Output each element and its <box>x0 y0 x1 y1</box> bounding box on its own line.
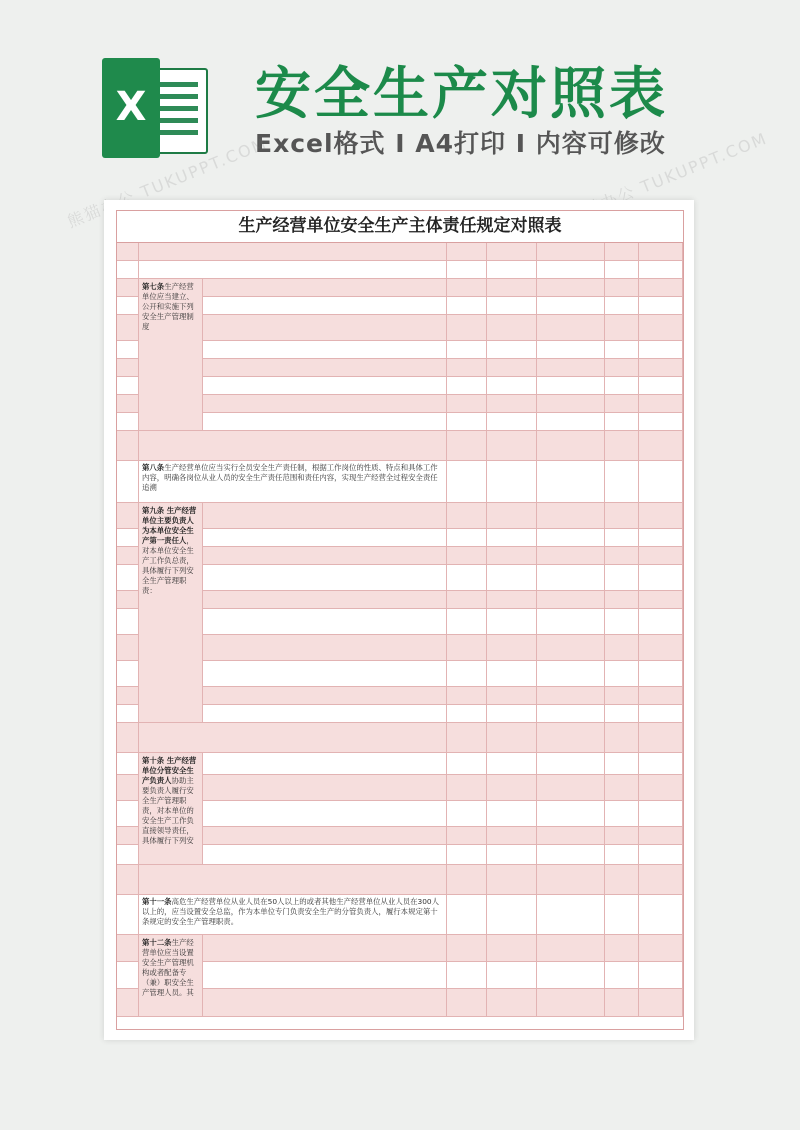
article-number: 第十一条 <box>142 897 172 906</box>
table-cell[interactable] <box>537 261 605 279</box>
table-cell[interactable] <box>537 461 605 503</box>
table-cell[interactable] <box>447 297 487 315</box>
table-cell[interactable] <box>487 845 537 865</box>
clause-cell[interactable] <box>203 609 447 635</box>
table-cell[interactable] <box>447 687 487 705</box>
table-cell[interactable] <box>487 775 537 801</box>
clause-cell[interactable] <box>203 661 447 687</box>
clause-cell[interactable] <box>203 565 447 591</box>
paragraph-cell[interactable] <box>139 865 447 895</box>
table-cell[interactable] <box>487 413 537 431</box>
table-cell[interactable] <box>605 359 639 377</box>
clause-cell[interactable] <box>203 705 447 723</box>
article-text: 高危生产经营单位从业人员在50人以上的或者其他生产经营单位从业人员在300人以上的，应当设置安全总监，作为本单位专门负责安全生产的分管负责人，履行本规定第十条规定的安全生产管理职责。 <box>142 897 439 926</box>
seq-cell[interactable] <box>117 377 139 395</box>
table-cell[interactable] <box>487 687 537 705</box>
table-cell[interactable] <box>537 431 605 461</box>
clause-cell[interactable] <box>203 395 447 413</box>
table-cell[interactable] <box>605 461 639 503</box>
seq-cell[interactable] <box>117 341 139 359</box>
table-cell[interactable] <box>537 377 605 395</box>
table-cell[interactable] <box>447 341 487 359</box>
table-cell[interactable] <box>487 261 537 279</box>
table-cell[interactable] <box>447 775 487 801</box>
seq-cell[interactable] <box>117 279 139 297</box>
table-cell[interactable] <box>605 315 639 341</box>
table-cell[interactable] <box>639 935 683 962</box>
table-cell[interactable] <box>639 775 683 801</box>
column-header[interactable] <box>139 243 447 261</box>
table-cell[interactable] <box>487 753 537 775</box>
table-cell[interactable] <box>487 635 537 661</box>
article-number: 第十条 生产经营单位分管安全生产负责人 <box>142 756 197 785</box>
table-cell[interactable] <box>639 341 683 359</box>
column-header[interactable] <box>117 243 139 261</box>
table-cell[interactable] <box>487 431 537 461</box>
table-cell[interactable] <box>447 377 487 395</box>
table-cell[interactable] <box>447 635 487 661</box>
table-cell[interactable] <box>487 529 537 547</box>
article-cell[interactable] <box>139 753 203 865</box>
table-cell[interactable] <box>537 591 605 609</box>
seq-cell[interactable] <box>117 565 139 591</box>
table-cell[interactable] <box>605 565 639 591</box>
table-cell[interactable] <box>447 989 487 1017</box>
table-cell[interactable] <box>487 395 537 413</box>
table-cell[interactable] <box>639 395 683 413</box>
table-cell[interactable] <box>487 962 537 989</box>
banner-subtitle: Excel格式 I A4打印 I 内容可修改 <box>255 129 666 158</box>
table-cell[interactable] <box>605 661 639 687</box>
article-text: 生产经营单位应当设置安全生产管理机构或者配备专（兼）职安全生产管理人员。其 <box>142 938 194 997</box>
table-cell[interactable] <box>537 865 605 895</box>
table-cell[interactable] <box>447 661 487 687</box>
table-cell[interactable] <box>537 753 605 775</box>
table-cell[interactable] <box>447 827 487 845</box>
table-cell[interactable] <box>487 609 537 635</box>
table-cell[interactable] <box>639 565 683 591</box>
table-cell[interactable] <box>487 359 537 377</box>
table-cell[interactable] <box>605 341 639 359</box>
table-cell[interactable] <box>537 661 605 687</box>
table-cell[interactable] <box>447 503 487 529</box>
table-cell[interactable] <box>487 565 537 591</box>
column-header[interactable] <box>605 243 639 261</box>
table-cell[interactable] <box>537 962 605 989</box>
table-cell[interactable] <box>605 591 639 609</box>
seq-cell[interactable] <box>117 753 139 775</box>
table-cell[interactable] <box>447 962 487 989</box>
table-cell[interactable] <box>487 705 537 723</box>
seq-cell[interactable] <box>117 989 139 1017</box>
paragraph-cell[interactable] <box>139 895 447 935</box>
column-header[interactable] <box>537 243 605 261</box>
table-cell[interactable] <box>537 413 605 431</box>
table-cell[interactable] <box>487 377 537 395</box>
table-cell[interactable] <box>537 845 605 865</box>
paragraph-cell[interactable] <box>139 431 447 461</box>
seq-cell[interactable] <box>117 827 139 845</box>
table-cell[interactable] <box>487 989 537 1017</box>
seq-cell[interactable] <box>117 845 139 865</box>
clause-cell[interactable] <box>203 962 447 989</box>
table-cell[interactable] <box>605 609 639 635</box>
table-cell[interactable] <box>639 413 683 431</box>
table-cell[interactable] <box>639 591 683 609</box>
article-number: 第十二条 <box>142 938 172 947</box>
table-cell[interactable] <box>639 503 683 529</box>
clause-cell[interactable] <box>203 845 447 865</box>
clause-cell[interactable] <box>203 359 447 377</box>
clause-cell[interactable] <box>203 687 447 705</box>
table-cell[interactable] <box>537 359 605 377</box>
table-cell[interactable] <box>487 547 537 565</box>
seq-cell[interactable] <box>117 529 139 547</box>
seq-cell[interactable] <box>117 461 139 503</box>
table-cell[interactable] <box>639 661 683 687</box>
table-cell[interactable] <box>605 413 639 431</box>
table-cell[interactable] <box>639 431 683 461</box>
seq-cell[interactable] <box>117 687 139 705</box>
table-cell[interactable] <box>605 297 639 315</box>
table-cell[interactable] <box>537 989 605 1017</box>
table-cell[interactable] <box>639 635 683 661</box>
table-cell[interactable] <box>605 989 639 1017</box>
table-cell[interactable] <box>447 753 487 775</box>
table-cell[interactable] <box>639 461 683 503</box>
table-cell[interactable] <box>605 279 639 297</box>
article-text: ，对本单位安全生产工作负总责，具体履行下列安全生产管理职责： <box>142 536 194 595</box>
table-cell[interactable] <box>605 529 639 547</box>
seq-cell[interactable] <box>117 705 139 723</box>
clause-cell[interactable] <box>203 827 447 845</box>
article-cell[interactable] <box>139 503 203 723</box>
clause-cell[interactable] <box>203 341 447 359</box>
seq-cell[interactable] <box>117 503 139 529</box>
table-cell[interactable] <box>537 565 605 591</box>
clause-cell[interactable] <box>203 377 447 395</box>
watermark: 熊猫办公 TUKUPPT.COM <box>64 133 271 232</box>
seq-cell[interactable] <box>117 609 139 635</box>
seq-cell[interactable] <box>117 661 139 687</box>
excel-logo-icon: X <box>102 58 208 158</box>
table-cell[interactable] <box>639 723 683 753</box>
table-cell[interactable] <box>605 395 639 413</box>
table-cell[interactable] <box>537 705 605 723</box>
clause-cell[interactable] <box>203 413 447 431</box>
seq-cell[interactable] <box>117 635 139 661</box>
clause-cell[interactable] <box>203 297 447 315</box>
clause-cell[interactable] <box>203 935 447 962</box>
table-cell[interactable] <box>447 705 487 723</box>
table-cell[interactable] <box>447 413 487 431</box>
table-cell[interactable] <box>639 753 683 775</box>
table-cell[interactable] <box>447 723 487 753</box>
table-cell[interactable] <box>537 529 605 547</box>
table-cell[interactable] <box>537 801 605 827</box>
seq-cell[interactable] <box>117 315 139 341</box>
table-cell[interactable] <box>447 591 487 609</box>
table-cell[interactable] <box>639 279 683 297</box>
table-cell[interactable] <box>605 865 639 895</box>
table-cell[interactable] <box>537 827 605 845</box>
table-cell[interactable] <box>639 827 683 845</box>
table-cell[interactable] <box>639 865 683 895</box>
table-cell[interactable] <box>447 865 487 895</box>
table-cell[interactable] <box>487 661 537 687</box>
article-cell[interactable] <box>139 279 203 431</box>
table-cell[interactable] <box>605 845 639 865</box>
chapter-heading[interactable] <box>139 261 447 279</box>
table-cell[interactable] <box>605 261 639 279</box>
seq-cell[interactable] <box>117 261 139 279</box>
table-cell[interactable] <box>537 547 605 565</box>
paragraph-cell[interactable] <box>139 461 447 503</box>
seq-cell[interactable] <box>117 935 139 962</box>
clause-cell[interactable] <box>203 775 447 801</box>
article-text: 生产经营单位应当实行全员安全生产责任制，根据工作岗位的性质、特点和具体工作内容，明确各岗位从业人员的安全生产责任范围和责任内容，实现生产经营全过程安全责任追溯 <box>142 463 438 492</box>
table-cell[interactable] <box>447 431 487 461</box>
seq-cell[interactable] <box>117 723 139 753</box>
article-number: 第八条 <box>142 463 165 472</box>
table-cell[interactable] <box>639 801 683 827</box>
table-cell[interactable] <box>639 989 683 1017</box>
table-cell[interactable] <box>487 801 537 827</box>
column-header[interactable] <box>487 243 537 261</box>
table-cell[interactable] <box>605 377 639 395</box>
seq-cell[interactable] <box>117 591 139 609</box>
seq-cell[interactable] <box>117 547 139 565</box>
seq-cell[interactable] <box>117 359 139 377</box>
paragraph-cell[interactable] <box>139 723 447 753</box>
table-cell[interactable] <box>487 827 537 845</box>
table-cell[interactable] <box>487 279 537 297</box>
table-cell[interactable] <box>447 529 487 547</box>
seq-cell[interactable] <box>117 801 139 827</box>
sheet-title: 生产经营单位安全生产主体责任规定对照表 <box>117 211 683 243</box>
table-cell[interactable] <box>605 962 639 989</box>
table-cell[interactable] <box>447 461 487 503</box>
article-cell[interactable] <box>139 935 203 1017</box>
table-cell[interactable] <box>605 753 639 775</box>
article-number: 第七条 <box>142 282 165 291</box>
table-cell[interactable] <box>447 547 487 565</box>
seq-cell[interactable] <box>117 297 139 315</box>
table-cell[interactable] <box>639 687 683 705</box>
seq-cell[interactable] <box>117 895 139 935</box>
table-cell[interactable] <box>537 775 605 801</box>
table-cell[interactable] <box>447 315 487 341</box>
table-cell[interactable] <box>487 503 537 529</box>
table-cell[interactable] <box>537 609 605 635</box>
clause-cell[interactable] <box>203 503 447 529</box>
table-cell[interactable] <box>447 279 487 297</box>
table-cell[interactable] <box>605 547 639 565</box>
table-cell[interactable] <box>487 461 537 503</box>
table-cell[interactable] <box>537 935 605 962</box>
table-cell[interactable] <box>447 359 487 377</box>
column-header[interactable] <box>447 243 487 261</box>
table-cell[interactable] <box>447 565 487 591</box>
table-cell[interactable] <box>487 723 537 753</box>
table-cell[interactable] <box>639 297 683 315</box>
table-cell[interactable] <box>537 395 605 413</box>
table-cell[interactable] <box>537 687 605 705</box>
clause-cell[interactable] <box>203 279 447 297</box>
table-cell[interactable] <box>639 609 683 635</box>
table-cell[interactable] <box>605 723 639 753</box>
clause-cell[interactable] <box>203 529 447 547</box>
clause-cell[interactable] <box>203 801 447 827</box>
table-cell[interactable] <box>537 279 605 297</box>
table-cell[interactable] <box>487 315 537 341</box>
table-cell[interactable] <box>605 705 639 723</box>
table-cell[interactable] <box>537 297 605 315</box>
table-cell[interactable] <box>447 935 487 962</box>
table-cell[interactable] <box>605 775 639 801</box>
table-cell[interactable] <box>447 609 487 635</box>
seq-cell[interactable] <box>117 413 139 431</box>
table-cell[interactable] <box>605 827 639 845</box>
table-cell[interactable] <box>537 895 605 935</box>
table-cell[interactable] <box>487 895 537 935</box>
table-cell[interactable] <box>605 635 639 661</box>
table-cell[interactable] <box>487 865 537 895</box>
table-cell[interactable] <box>605 431 639 461</box>
table-cell[interactable] <box>605 503 639 529</box>
table-cell[interactable] <box>639 895 683 935</box>
table-cell[interactable] <box>447 801 487 827</box>
table-cell[interactable] <box>487 591 537 609</box>
seq-cell[interactable] <box>117 775 139 801</box>
column-header[interactable] <box>639 243 683 261</box>
table-cell[interactable] <box>639 547 683 565</box>
article-number: 第九条 生产经营单位主要负责人为本单位安全生产第一责任人 <box>142 506 197 545</box>
table-cell[interactable] <box>537 635 605 661</box>
spreadsheet-page <box>104 200 694 1040</box>
clause-cell[interactable] <box>203 989 447 1017</box>
seq-cell[interactable] <box>117 431 139 461</box>
table-cell[interactable] <box>639 705 683 723</box>
table-cell[interactable] <box>537 315 605 341</box>
table-cell[interactable] <box>639 529 683 547</box>
table-cell[interactable] <box>639 377 683 395</box>
table-cell[interactable] <box>639 261 683 279</box>
table-cell[interactable] <box>447 895 487 935</box>
table-cell[interactable] <box>537 723 605 753</box>
table-cell[interactable] <box>639 359 683 377</box>
watermark: 熊猫办公 TUKUPPT.COM <box>564 128 771 227</box>
clause-cell[interactable] <box>203 635 447 661</box>
responsibility-table <box>116 210 684 1030</box>
table-cell[interactable] <box>447 261 487 279</box>
table-cell[interactable] <box>487 297 537 315</box>
table-cell[interactable] <box>487 935 537 962</box>
clause-cell[interactable] <box>203 315 447 341</box>
clause-cell[interactable] <box>203 753 447 775</box>
seq-cell[interactable] <box>117 865 139 895</box>
clause-cell[interactable] <box>203 591 447 609</box>
clause-cell[interactable] <box>203 547 447 565</box>
article-text: 协助主要负责人履行安全生产管理职责，对本单位的安全生产工作负直接领导责任，具体履行下列安 <box>142 776 194 845</box>
table-cell[interactable] <box>639 315 683 341</box>
table-cell[interactable] <box>487 341 537 359</box>
table-cell[interactable] <box>537 341 605 359</box>
seq-cell[interactable] <box>117 962 139 989</box>
table-cell[interactable] <box>605 935 639 962</box>
table-cell[interactable] <box>447 395 487 413</box>
table-cell[interactable] <box>639 962 683 989</box>
seq-cell[interactable] <box>117 395 139 413</box>
table-cell[interactable] <box>447 845 487 865</box>
table-cell[interactable] <box>639 845 683 865</box>
table-cell[interactable] <box>605 801 639 827</box>
table-cell[interactable] <box>605 895 639 935</box>
table-cell[interactable] <box>537 503 605 529</box>
article-text: 生产经营单位应当建立、公开和实施下列安全生产管理制度 <box>142 282 194 331</box>
banner-title: 安全生产对照表 <box>255 62 668 127</box>
table-cell[interactable] <box>605 687 639 705</box>
